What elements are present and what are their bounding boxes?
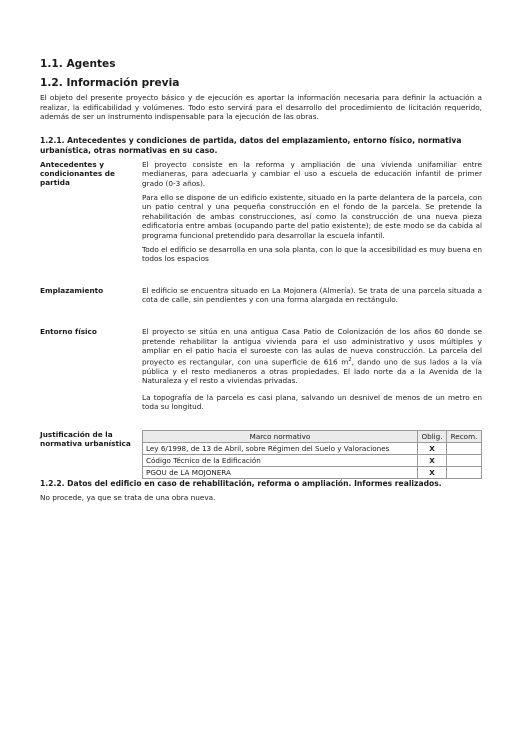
table-cell	[447, 467, 482, 479]
entorno-text-b: , dando uno de sus lados a la vía pública y el resto medianeros a otras propiedades. El lado norte da a la Avenida de la Naturaleza y el resto a viviendas privadas.	[142, 357, 482, 386]
table-cell: Código Técnico de la Edificación	[143, 455, 418, 467]
table-cell	[447, 455, 482, 467]
column-header: Oblig.	[418, 431, 447, 443]
row-emplazamiento	[40, 286, 482, 309]
column-header: Recom.	[447, 431, 482, 443]
label-emplazamiento: Emplazamiento	[40, 285, 104, 295]
subsection-title-antecedentes: 1.2.1. Antecedentes y condiciones de partida, datos del emplazamiento, entorno físico, normativa urbanística, otras normativas en su caso.	[40, 135, 462, 155]
table-row	[143, 467, 482, 479]
antecedentes-paragraph: Para ello se dispone de un edificio existente, situado en la parte delantera de la parcela, con un patio central y una pequeña construcción en el fondo de la parcela. Se pretende la rehabilitación de ambas construcciones, así como la construcción de una nueva pieza edificatoria entre ambas (ocupando parte del patio existente); de este modo se da cabida al programa funcional pretendido para desarrollar la escuela infantil.	[142, 192, 482, 240]
table-cell	[447, 443, 482, 455]
row-antecedentes	[40, 160, 482, 268]
table-cell: X	[418, 455, 447, 467]
label-antecedentes: Antecedentes y condicionantes de partida	[40, 159, 115, 188]
label-entorno-fisico: Entorno físico	[40, 326, 97, 336]
no-procede-text: No procede, ya que se trata de una obra nueva.	[40, 493, 216, 503]
section-title-informacion-previa: 1.2. Información previa	[40, 77, 180, 89]
content-justificacion	[142, 430, 482, 479]
table-cell: PGOU de LA MOJONERA	[143, 467, 418, 479]
content-emplazamiento	[142, 286, 482, 309]
table-cell: X	[418, 443, 447, 455]
antecedentes-paragraph: Todo el edificio se desarrolla en una sola planta, con lo que la accesibilidad es muy buena en todos los espacios	[142, 244, 482, 264]
antecedentes-paragraph: El proyecto consiste en la reforma y ampliación de una vivienda unifamiliar entre medianeras, para adecuarla y cambiar el uso a escuela de educación infantil de primer grado (0-3 años).	[142, 159, 482, 188]
table-row	[143, 443, 482, 455]
subsection-title-datos-edificio: 1.2.2. Datos del edificio en caso de rehabilitación, reforma o ampliación. Informes realizados.	[40, 479, 442, 489]
intro-paragraph: El objeto del presente proyecto básico y de ejecución es aportar la información necesaria para definir la actuación a realizar, la edificabilidad y volúmenes. Todo esto servirá para el desarrollo del procedimiento de licitación requerido, además de ser un instrumento indispensable para la ejecución de las obras.	[40, 93, 482, 122]
entorno-paragraph	[142, 327, 482, 386]
normativa-table	[142, 430, 482, 479]
superscript-2: 2	[348, 356, 352, 363]
entorno-text-a: El proyecto se sitúa en una antigua Casa Patio de Colonización de los años 60 donde se pretende rehabilitar la antigua vivienda para el uso administrativo y usos múltiples y ampliar en el patio hacia el suroeste con las aulas de nueva construcción. La parcela del proyecto es rectangular, con una superficie de 616 m	[142, 326, 482, 367]
content-antecedentes	[142, 160, 482, 268]
label-justificacion: Justificación de la normativa urbanística	[40, 430, 131, 449]
content-entorno-fisico	[142, 327, 482, 416]
column-header: Marco normativo	[143, 431, 418, 443]
table-header-row	[143, 431, 482, 443]
emplazamiento-paragraph: El edificio se encuentra situado en La Mojonera (Almería). Se trata de una parcela situada a cota de calle, sin pendientes y con una forma alargada en rectángulo.	[142, 285, 482, 305]
table-row	[143, 455, 482, 467]
table-cell: X	[418, 467, 447, 479]
row-justificacion	[40, 430, 482, 479]
row-entorno-fisico	[40, 327, 482, 416]
section-title-agentes: 1.1. Agentes	[40, 58, 116, 70]
table-cell: Ley 6/1998, de 13 de Abril, sobre Régimen del Suelo y Valoraciones	[143, 443, 418, 455]
entorno-paragraph-topografia: La topografía de la parcela es casi plana, salvando un desnivel de menos de un metro en toda su longitud.	[142, 392, 482, 412]
